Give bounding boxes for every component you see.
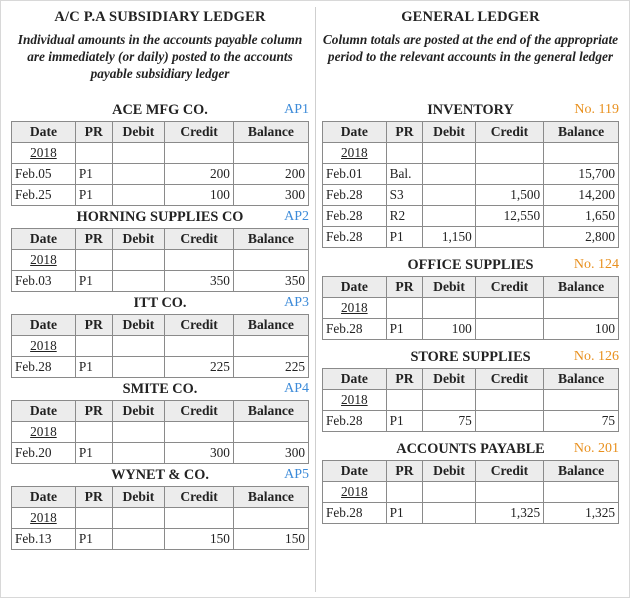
date-cell: Feb.28	[323, 503, 387, 524]
table-row	[12, 164, 309, 185]
pr-cell: P1	[75, 185, 112, 206]
account-number: No. 124	[573, 257, 619, 272]
column-header: Balance	[233, 315, 308, 336]
debit-cell: 1,150	[423, 227, 476, 248]
column-header: PR	[75, 487, 112, 508]
table-row	[323, 185, 619, 206]
debit-cell: 100	[423, 319, 476, 340]
empty-cell	[112, 422, 165, 443]
account-name: ACE MFG CO.	[112, 102, 208, 118]
column-header: PR	[75, 122, 112, 143]
credit-cell	[475, 227, 543, 248]
empty-cell	[475, 390, 543, 411]
empty-cell	[544, 482, 619, 503]
empty-cell	[386, 390, 423, 411]
date-cell: Feb.13	[12, 529, 76, 550]
credit-cell: 225	[165, 357, 234, 378]
ledger-account	[11, 378, 309, 464]
column-header: Credit	[475, 461, 543, 482]
account-number: AP3	[284, 295, 309, 310]
empty-cell	[112, 250, 165, 271]
ledger-table	[11, 400, 309, 464]
table-header-row	[323, 122, 619, 143]
credit-cell: 300	[165, 443, 234, 464]
year-row	[12, 422, 309, 443]
empty-cell	[233, 250, 308, 271]
column-header: Credit	[165, 487, 234, 508]
ledger-table	[322, 460, 619, 524]
account-name: STORE SUPPLIES	[410, 349, 531, 365]
empty-cell	[386, 298, 423, 319]
column-header: Balance	[233, 401, 308, 422]
account-title-row	[322, 346, 619, 368]
general-ledger-heading: GENERAL LEDGER	[401, 9, 540, 25]
empty-cell	[165, 508, 234, 529]
debit-cell	[423, 185, 476, 206]
empty-cell	[475, 482, 543, 503]
empty-cell	[423, 390, 476, 411]
year-cell: 2018	[12, 250, 76, 271]
column-header: Debit	[112, 122, 165, 143]
ledger-table	[11, 121, 309, 206]
column-header: Date	[323, 369, 387, 390]
column-header: Balance	[233, 229, 308, 250]
date-cell: Feb.28	[323, 319, 387, 340]
subsidiary-ledger-section	[11, 1, 309, 550]
empty-cell	[75, 336, 112, 357]
year-cell: 2018	[323, 143, 387, 164]
column-header: Date	[323, 277, 387, 298]
account-title-row	[11, 292, 309, 314]
ledger-table	[322, 121, 619, 248]
year-row	[12, 508, 309, 529]
date-cell: Feb.28	[323, 206, 387, 227]
pr-cell: S3	[386, 185, 423, 206]
empty-cell	[233, 143, 308, 164]
balance-cell: 300	[233, 185, 308, 206]
date-cell: Feb.28	[323, 185, 387, 206]
credit-cell: 12,550	[475, 206, 543, 227]
balance-cell: 2,800	[544, 227, 619, 248]
column-header: Debit	[423, 461, 476, 482]
pr-cell: Bal.	[386, 164, 423, 185]
ledger-table	[11, 314, 309, 378]
table-row	[12, 271, 309, 292]
debit-cell	[112, 164, 165, 185]
table-header-row	[323, 369, 619, 390]
table-row	[12, 443, 309, 464]
year-row	[323, 298, 619, 319]
year-row	[323, 482, 619, 503]
empty-cell	[75, 143, 112, 164]
ledger-account	[322, 99, 619, 248]
year-row	[12, 336, 309, 357]
column-header: Balance	[544, 461, 619, 482]
table-row	[323, 503, 619, 524]
column-header: Debit	[112, 487, 165, 508]
column-header: Debit	[112, 315, 165, 336]
column-header: PR	[386, 122, 423, 143]
balance-cell: 100	[544, 319, 619, 340]
account-title-row	[322, 438, 619, 460]
account-title-row	[11, 206, 309, 228]
debit-cell	[112, 185, 165, 206]
column-header: Balance	[233, 487, 308, 508]
year-row	[323, 390, 619, 411]
ledger-table	[11, 486, 309, 550]
credit-cell	[475, 319, 543, 340]
credit-cell	[475, 411, 543, 432]
debit-cell	[423, 503, 476, 524]
debit-cell	[112, 443, 165, 464]
year-row	[12, 143, 309, 164]
credit-cell: 1,500	[475, 185, 543, 206]
balance-cell: 350	[233, 271, 308, 292]
empty-cell	[165, 422, 234, 443]
account-name: SMITE CO.	[122, 381, 198, 397]
pr-cell: P1	[75, 164, 112, 185]
table-row	[12, 185, 309, 206]
empty-cell	[233, 336, 308, 357]
balance-cell: 14,200	[544, 185, 619, 206]
ledger-account	[11, 99, 309, 206]
balance-cell: 1,325	[544, 503, 619, 524]
table-row	[323, 206, 619, 227]
pr-cell: R2	[386, 206, 423, 227]
general-accounts	[322, 99, 619, 524]
ledger-table	[322, 368, 619, 432]
pr-cell: P1	[75, 529, 112, 550]
pr-cell: P1	[386, 227, 423, 248]
column-header: Debit	[423, 122, 476, 143]
balance-cell: 1,650	[544, 206, 619, 227]
account-title-row	[11, 464, 309, 486]
account-number: AP5	[284, 467, 309, 482]
column-header: Date	[12, 315, 76, 336]
empty-cell	[386, 143, 423, 164]
debit-cell: 75	[423, 411, 476, 432]
credit-cell: 100	[165, 185, 234, 206]
date-cell: Feb.25	[12, 185, 76, 206]
table-header-row	[12, 229, 309, 250]
column-header: PR	[75, 401, 112, 422]
table-row	[323, 227, 619, 248]
account-name: ITT CO.	[133, 295, 187, 311]
balance-cell: 75	[544, 411, 619, 432]
ledger-account	[322, 254, 619, 340]
table-row	[12, 357, 309, 378]
pr-cell: P1	[386, 319, 423, 340]
year-cell: 2018	[323, 390, 387, 411]
empty-cell	[112, 508, 165, 529]
debit-cell	[112, 271, 165, 292]
account-name: HORNING SUPPLIES CO	[76, 209, 244, 225]
credit-cell: 1,325	[475, 503, 543, 524]
credit-cell: 200	[165, 164, 234, 185]
empty-cell	[423, 298, 476, 319]
pr-cell: P1	[75, 357, 112, 378]
table-row	[323, 411, 619, 432]
column-header: Date	[12, 401, 76, 422]
section-divider	[315, 7, 316, 592]
account-number: AP1	[284, 102, 309, 117]
column-header: Credit	[165, 229, 234, 250]
empty-cell	[475, 143, 543, 164]
account-number: No. 119	[574, 102, 619, 117]
column-header: Date	[12, 122, 76, 143]
empty-cell	[112, 143, 165, 164]
year-cell: 2018	[12, 422, 76, 443]
column-header: Balance	[544, 369, 619, 390]
ledger-account	[11, 292, 309, 378]
empty-cell	[544, 143, 619, 164]
debit-cell	[423, 206, 476, 227]
column-header: Credit	[475, 369, 543, 390]
ledger-table	[322, 276, 619, 340]
empty-cell	[75, 250, 112, 271]
table-header-row	[12, 487, 309, 508]
debit-cell	[423, 164, 476, 185]
ledger-account	[322, 438, 619, 524]
year-cell: 2018	[12, 143, 76, 164]
date-cell: Feb.03	[12, 271, 76, 292]
column-header: Date	[323, 461, 387, 482]
balance-cell: 200	[233, 164, 308, 185]
empty-cell	[423, 482, 476, 503]
table-row	[323, 164, 619, 185]
year-cell: 2018	[323, 482, 387, 503]
balance-cell: 15,700	[544, 164, 619, 185]
empty-cell	[475, 298, 543, 319]
general-ledger-section	[322, 1, 619, 524]
table-header-row	[323, 277, 619, 298]
empty-cell	[75, 422, 112, 443]
account-title-row	[11, 99, 309, 121]
column-header: Credit	[475, 277, 543, 298]
year-row	[323, 143, 619, 164]
account-name: WYNET & CO.	[111, 467, 209, 483]
credit-cell: 350	[165, 271, 234, 292]
year-row	[12, 250, 309, 271]
account-name: ACCOUNTS PAYABLE	[396, 441, 545, 457]
balance-cell: 150	[233, 529, 308, 550]
ledger-table	[11, 228, 309, 292]
account-name: INVENTORY	[427, 102, 514, 118]
column-header: Credit	[165, 315, 234, 336]
column-header: Date	[12, 229, 76, 250]
credit-cell	[475, 164, 543, 185]
table-header-row	[323, 461, 619, 482]
table-header-row	[12, 315, 309, 336]
column-header: Date	[323, 122, 387, 143]
date-cell: Feb.20	[12, 443, 76, 464]
credit-cell: 150	[165, 529, 234, 550]
year-cell: 2018	[12, 336, 76, 357]
year-cell: 2018	[12, 508, 76, 529]
column-header: Debit	[423, 369, 476, 390]
column-header: Debit	[112, 401, 165, 422]
empty-cell	[386, 482, 423, 503]
general-ledger-intro: Column totals are posted at the end of the appropriate period to the relevant accounts in the general ledger	[322, 32, 619, 64]
empty-cell	[75, 508, 112, 529]
column-header: Credit	[475, 122, 543, 143]
subsidiary-accounts	[11, 99, 309, 550]
column-header: PR	[386, 369, 423, 390]
column-header: PR	[75, 229, 112, 250]
column-header: Credit	[165, 401, 234, 422]
account-name: OFFICE SUPPLIES	[407, 257, 534, 273]
account-title-row	[322, 99, 619, 121]
column-header: Date	[12, 487, 76, 508]
account-title-row	[322, 254, 619, 276]
date-cell: Feb.05	[12, 164, 76, 185]
empty-cell	[165, 336, 234, 357]
empty-cell	[233, 508, 308, 529]
column-header: PR	[75, 315, 112, 336]
column-header: Balance	[233, 122, 308, 143]
column-header: Debit	[112, 229, 165, 250]
column-header: Debit	[423, 277, 476, 298]
account-title-row	[11, 378, 309, 400]
ledger-account	[11, 464, 309, 550]
column-header: Balance	[544, 122, 619, 143]
column-header: PR	[386, 277, 423, 298]
pr-cell: P1	[75, 271, 112, 292]
table-header-row	[12, 401, 309, 422]
date-cell: Feb.01	[323, 164, 387, 185]
table-row	[12, 529, 309, 550]
subsidiary-ledger-intro: Individual amounts in the accounts payable column are immediately (or daily) posted to the accounts payable subsidiary ledger	[17, 32, 303, 81]
empty-cell	[165, 143, 234, 164]
table-header-row	[12, 122, 309, 143]
empty-cell	[112, 336, 165, 357]
balance-cell: 300	[233, 443, 308, 464]
year-cell: 2018	[323, 298, 387, 319]
empty-cell	[544, 298, 619, 319]
account-number: No. 126	[573, 349, 619, 364]
pr-cell: P1	[386, 503, 423, 524]
date-cell: Feb.28	[12, 357, 76, 378]
empty-cell	[544, 390, 619, 411]
ledger-account	[11, 206, 309, 292]
date-cell: Feb.28	[323, 411, 387, 432]
empty-cell	[233, 422, 308, 443]
balance-cell: 225	[233, 357, 308, 378]
empty-cell	[423, 143, 476, 164]
account-number: No. 201	[573, 441, 619, 456]
column-header: PR	[386, 461, 423, 482]
subsidiary-ledger-heading: A/C P.A SUBSIDIARY LEDGER	[54, 9, 266, 25]
date-cell: Feb.28	[323, 227, 387, 248]
account-number: AP4	[284, 381, 309, 396]
column-header: Credit	[165, 122, 234, 143]
column-header: Balance	[544, 277, 619, 298]
debit-cell	[112, 529, 165, 550]
table-row	[323, 319, 619, 340]
pr-cell: P1	[386, 411, 423, 432]
pr-cell: P1	[75, 443, 112, 464]
empty-cell	[165, 250, 234, 271]
account-number: AP2	[284, 209, 309, 224]
ledger-account	[322, 346, 619, 432]
debit-cell	[112, 357, 165, 378]
